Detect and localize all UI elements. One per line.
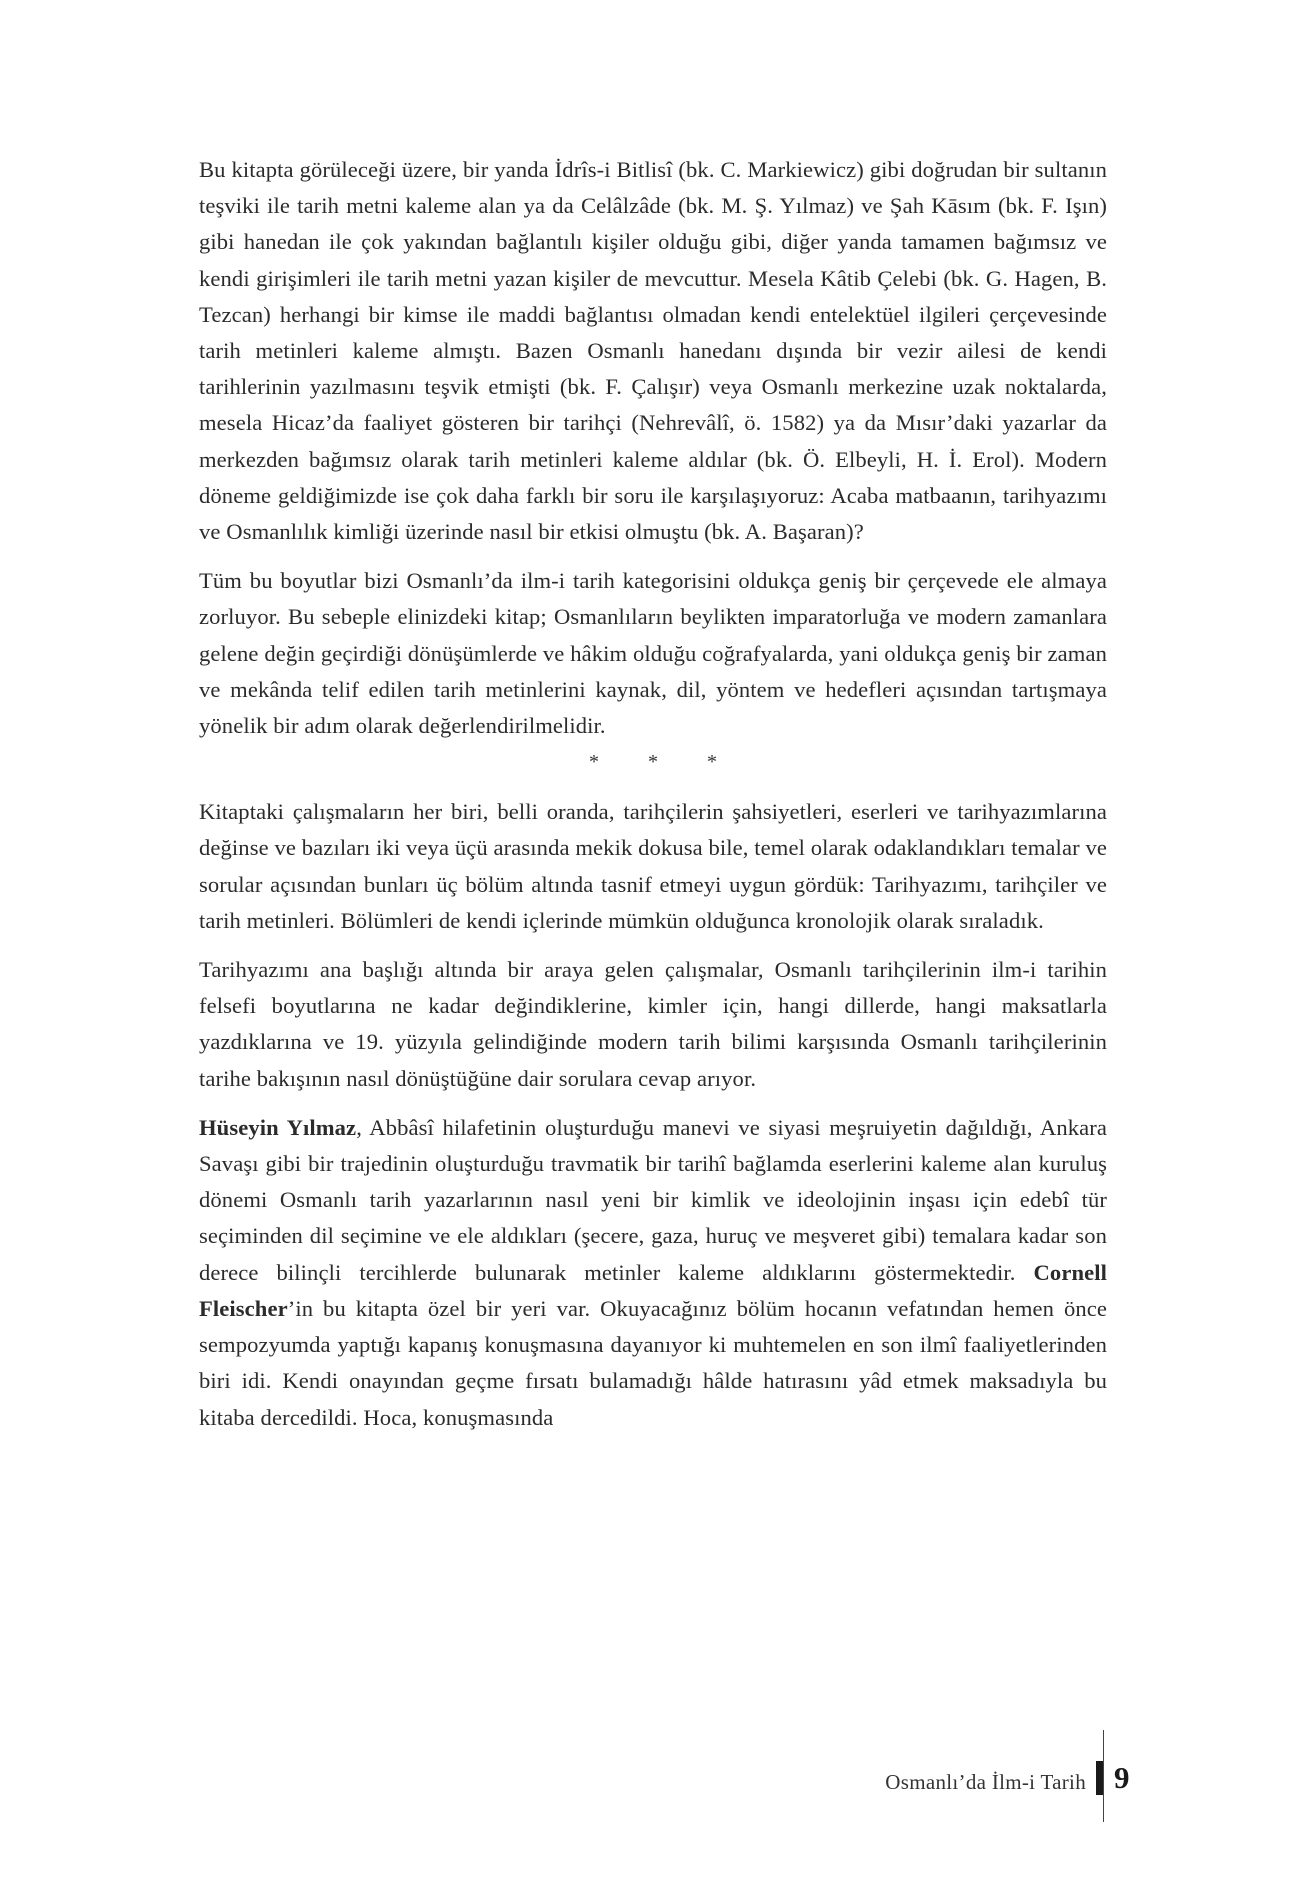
section-separator: * * *: [589, 751, 739, 774]
running-title: Osmanlı’da İlm-i Tarih: [885, 1770, 1086, 1794]
footer-marker-bar: [1096, 1761, 1103, 1795]
paragraph-1: Bu kitapta görüleceği üzere, bir yanda İdrîs-i Bitlisî (bk. C. Markiewicz) gibi doğrudan bir sultanın teşviki ile tarih metni kaleme alan ya da Celâlzâde (bk. M. Ş. Yılmaz) ve Şah Kāsım (bk. F. Işın) gibi hanedan ile çok yakından bağlantılı kişiler olduğu gibi, diğer yanda tamamen bağımsız ve kendi girişimleri ile tarih metni yazan kişiler de mevcuttur. Mesela Kâtib Çelebi (bk. G. Hagen, B. Tezcan) herhangi bir kimse ile maddi bağlantısı olmadan kendi entelektüel ilgileri çerçevesinde tarih metinleri kaleme almıştı. Bazen Osmanlı hanedanı dışında bir vezir ailesi de kendi tarihlerinin yazılmasını teşvik etmişti (bk. F. Çalışır) veya Osmanlı merkezine uzak noktalarda, mesela Hicaz’da faaliyet gösteren bir tarihçi (Nehrevâlî, ö. 1582) ya da Mısır’daki yazarlar da merkezden bağımsız olarak tarih metinleri kaleme aldılar (bk. Ö. Elbeyli, H. İ. Erol). Modern döneme geldiğimizde ise çok daha farklı bir soru ile karşılaşıyoruz: Acaba matbaanın, tarihyazımı ve Osmanlılık kimliği üzerinde nasıl bir etkisi olmuştu (bk. A. Başaran)?: [199, 157, 1107, 545]
author-name-cornell-fleischer: Cornell Fleischer: [199, 1259, 1107, 1321]
paragraph-5-text-2: ’in bu kitapta özel bir yeri var. Okuyacağınız bölüm hocanın vefatından hemen önce sempozyumda yaptığı kapanış konuşmasına dayanıyor ki muhtemelen en son ilmî faaliyetlerinden biri idi. Kendi onayından geçme fırsatı bulamadığı hâlde hatırasını yâd etmek maksadıyla bu kitaba dercedildi. Hoca, konuşmasında: [199, 1295, 1107, 1430]
paragraph-2: Tüm bu boyutlar bizi Osmanlı’da ilm-i tarih kategorisini oldukça geniş bir çerçevede ele almaya zorluyor. Bu sebeple elinizdeki kitap; Osmanlıların beylikten imparatorluğa ve modern zamanlara gelene değin geçirdiği dönüşümlerde ve hâkim olduğu coğrafyalarda, yani oldukça geniş bir zaman ve mekânda telif edilen tarih metinlerini kaynak, dil, yöntem ve hedefleri açısından tartışmaya yönelik bir adım olarak değerlendirilmelidir.: [199, 568, 1107, 739]
paragraph-3: Kitaptaki çalışmaların her biri, belli oranda, tarihçilerin şahsiyetleri, eserleri ve tarihyazımlarına değinse ve bazıları iki veya üçü arasında mekik dokusa bile, temel olarak odaklandıkları temalar ve sorular açısından bunları üç bölüm altında tasnif etmeyi uygun gördük: Tarihyazımı, tarihçiler ve tarih metinleri. Bölümleri de kendi içlerinde mümkün olduğunca kronolojik olarak sıraladık.: [199, 799, 1107, 933]
author-name-huseyin-yilmaz: Hüseyin Yılmaz: [199, 1114, 357, 1140]
paragraph-5-text-1: , Abbâsî hilafetinin oluşturduğu manevi ve siyasi meşruiyetin dağıldığı, Ankara Savaşı gibi bir trajedinin oluşturduğu travmatik bir tarihî bağlamda eserlerini kaleme alan kuruluş dönemi Osmanlı tarih yazarlarının nasıl yeni bir kimlik ve ideolojinin inşası için edebî tür seçiminden dil seçimine ve ele aldıkları (şecere, gaza, huruç ve meşveret gibi) temalara kadar son derece bilinçli tercihlerde bulunarak metinler kaleme aldıklarını göstermektedir.: [199, 1114, 1107, 1285]
page-number: 9: [1114, 1760, 1130, 1795]
footer-vertical-rule: [1103, 1730, 1104, 1822]
page-body: [199, 152, 1107, 1436]
paragraph-4: Tarihyazımı ana başlığı altında bir araya gelen çalışmalar, Osmanlı tarihçilerinin ilm-i tarihin felsefi boyutlarına ne kadar değindiklerine, kimler için, hangi dillerde, hangi maksatlarla yazdıklarına ve 19. yüzyıla gelindiğinde modern tarih bilimi karşısında Osmanlı tarihçilerinin tarihe bakışının nasıl dönüştüğüne dair sorulara cevap arıyor.: [199, 957, 1107, 1091]
paragraph-5: [199, 1110, 1107, 1436]
page-footer: [0, 1730, 1300, 1810]
